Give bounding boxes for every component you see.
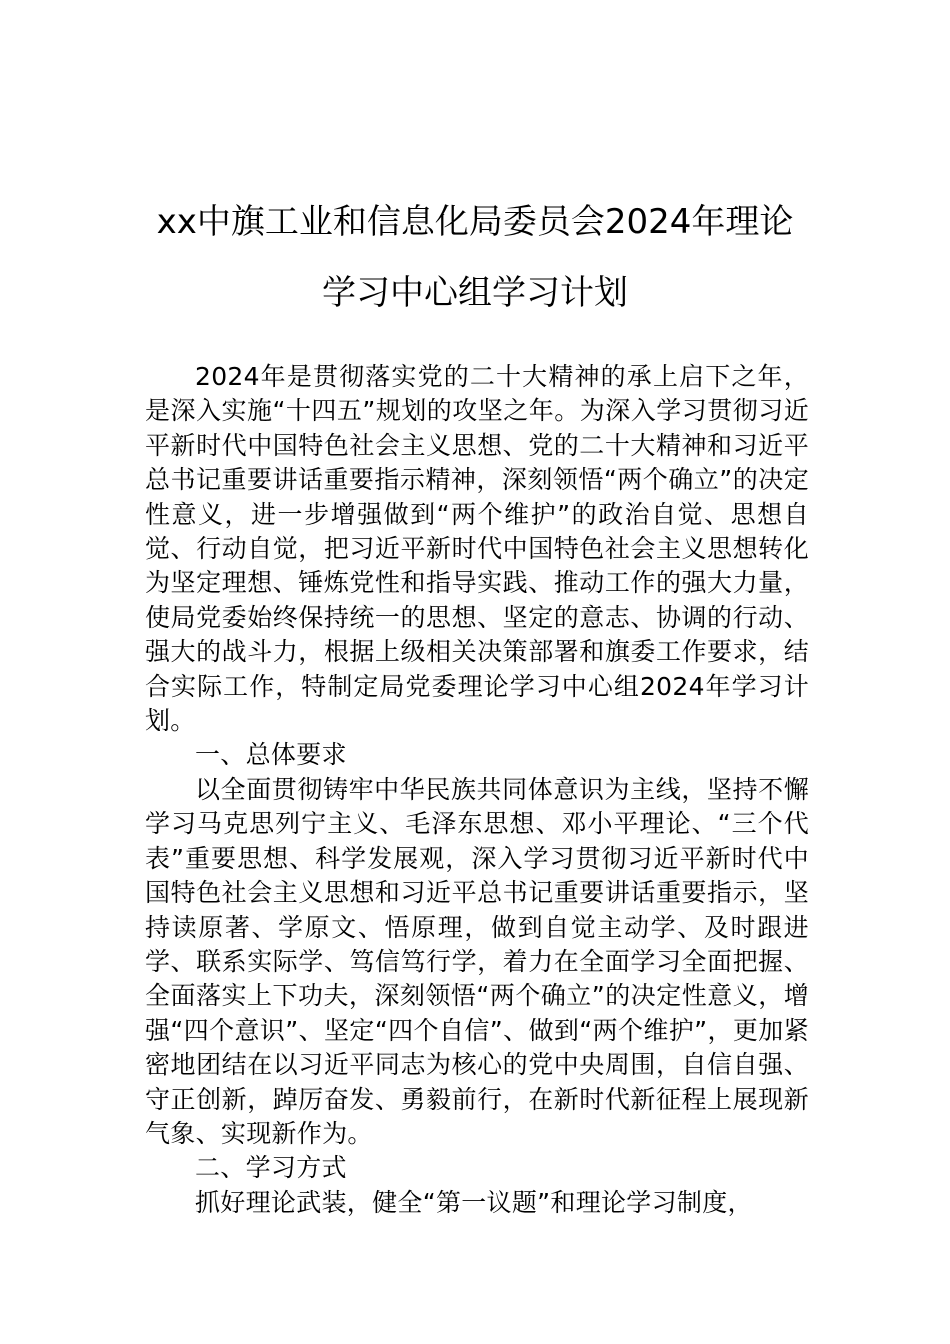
general-requirements-paragraph: 以全面贯彻铸牢中华民族共同体意识为主线，坚持不懈学习马克思列宁主义、毛泽东思想、邓小平理论、“三个代表”重要思想、科学发展观，深入学习贯彻习近平新时代中国特色社会主义思想和习近平总书记重要讲话重要指示，坚持读原著、学原文、悟原理，做到自觉主动学、及时跟进学、联系实际学、笃信笃行学，着力在全面学习全面把握、全面落实上下功夫，深刻领悟“两个确立”的决定性意义，增强“四个意识”、坚定“四个自信”、做到“两个维护”，更加紧密地团结在以习近平同志为核心的党中央周围，自信自强、守正创新，踔厉奋发、勇毅前行，在新时代新征程上展现新气象、实现新作为。: [145, 774, 809, 1148]
section-heading-study-methods: 二、学习方式: [195, 1153, 347, 1183]
document-body: [145, 360, 809, 1220]
document-title-line-2: 学习中心组学习计划: [322, 273, 628, 313]
document-title-line-1: xx中旗工业和信息化局委员会2024年理论: [156, 202, 794, 242]
intro-paragraph: 2024年是贯彻落实党的二十大精神的承上启下之年，是深入实施“十四五”规划的攻坚之年。为深入学习贯彻习近平新时代中国特色社会主义思想、党的二十大精神和习近平总书记重要讲话重要指示精神，深刻领悟“两个确立”的决定性意义，进一步增强做到“两个维护”的政治自觉、思想自觉、行动自觉，把习近平新时代中国特色社会主义思想转化为坚定理想、锤炼党性和指导实践、推动工作的强大力量，使局党委始终保持统一的思想、坚定的意志、协调的行动、强大的战斗力，根据上级相关决策部署和旗委工作要求，结合实际工作，特制定局党委理论学习中心组2024年学习计划。: [145, 362, 809, 736]
section-heading-general-requirements: 一、总体要求: [195, 740, 347, 770]
study-methods-paragraph: 抓好理论武装，健全“第一议题”和理论学习制度，: [195, 1187, 753, 1217]
